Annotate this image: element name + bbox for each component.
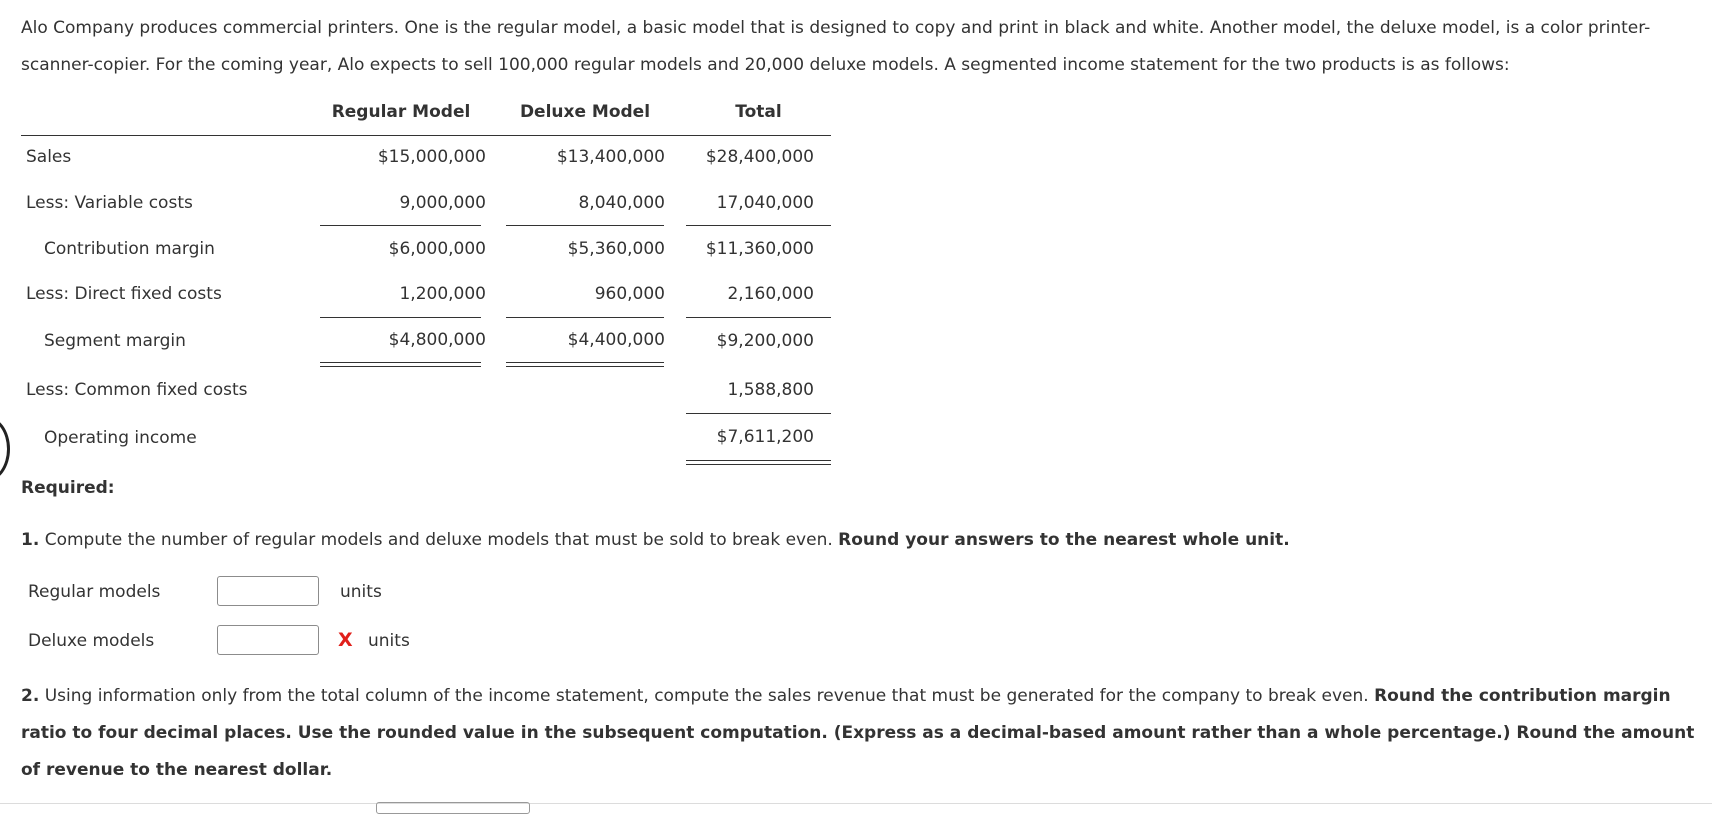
variable-costs-total: 17,040,000	[716, 193, 814, 213]
segment-margin-deluxe: $4,400,000	[567, 330, 665, 350]
contribution-margin-deluxe: $5,360,000	[567, 239, 665, 259]
variable-costs-deluxe: 8,040,000	[578, 193, 665, 213]
deluxe-models-label: Deluxe models	[28, 631, 155, 651]
double-rule	[320, 362, 481, 367]
direct-fixed-costs-regular: 1,200,000	[399, 284, 486, 304]
header-deluxe-model: Deluxe Model	[519, 102, 651, 122]
variable-costs-regular: 9,000,000	[399, 193, 486, 213]
sales-deluxe: $13,400,000	[556, 147, 665, 167]
direct-fixed-costs-deluxe: 960,000	[594, 284, 665, 304]
operating-income-total: $7,611,200	[716, 427, 814, 447]
subtotal-rule	[320, 225, 481, 226]
incorrect-x-icon: X	[338, 629, 353, 651]
row-label-segment-margin: Segment margin	[44, 331, 186, 351]
row-label-sales: Sales	[26, 147, 72, 167]
segment-margin-total: $9,200,000	[716, 331, 814, 351]
intro-paragraph: Alo Company produces commercial printers. One is the regular model, a basic model that is designed to copy and print in black and white. Another model, the deluxe model, is a color printer-scanner-copier. For the coming year, Alo expects to sell 100,000 regular models and 20,000 deluxe models. A segmented income statement for the two products is as follows:	[21, 18, 1651, 75]
row-label-operating-income: Operating income	[44, 428, 197, 448]
regular-models-label: Regular models	[28, 582, 161, 602]
double-rule	[686, 460, 831, 465]
question-2-number: 2.	[21, 686, 40, 706]
direct-fixed-costs-total: 2,160,000	[727, 284, 814, 304]
partial-circle-decoration	[0, 416, 10, 482]
row-label-common-fixed-costs: Less: Common fixed costs	[26, 380, 248, 400]
question-1-number: 1.	[21, 530, 40, 550]
header-rule	[21, 135, 831, 136]
question-1-text: Compute the number of regular models and deluxe models that must be sold to break even.	[39, 530, 839, 550]
header-total: Total	[735, 102, 782, 122]
deluxe-models-unit: units	[368, 631, 410, 651]
deluxe-models-row	[28, 625, 528, 659]
bottom-divider	[0, 803, 1712, 804]
sales-regular: $15,000,000	[377, 147, 486, 167]
subtotal-rule	[686, 413, 831, 414]
question-1	[21, 530, 1290, 550]
subtotal-rule	[686, 225, 831, 226]
contribution-margin-regular: $6,000,000	[388, 239, 486, 259]
question-1-instruction: Round your answers to the nearest whole unit.	[838, 530, 1290, 550]
question-2-text: Using information only from the total column of the income statement, compute the sales revenue that must be generated for the company to break even.	[39, 686, 1375, 706]
regular-models-unit: units	[340, 582, 382, 602]
row-label-variable-costs: Less: Variable costs	[26, 193, 193, 213]
question-2-instruction: Round the contribution margin ratio to four decimal places. Use the rounded value in the subsequent computation. (Express as a decimal-based amount rather than a whole percentage.) Round the amount of revenue to the nearest dollar.	[21, 686, 1695, 780]
contribution-margin-total: $11,360,000	[705, 239, 814, 259]
segment-margin-regular: $4,800,000	[388, 330, 486, 350]
sales-total: $28,400,000	[705, 147, 814, 167]
regular-models-row	[28, 576, 528, 610]
regular-models-input[interactable]	[217, 576, 319, 606]
deluxe-models-input[interactable]	[217, 625, 319, 655]
question-2	[21, 678, 1701, 789]
double-rule	[506, 362, 664, 367]
income-statement	[21, 95, 831, 475]
required-heading: Required:	[21, 478, 115, 498]
header-regular-model: Regular Model	[331, 102, 471, 122]
row-label-contribution-margin: Contribution margin	[44, 239, 215, 259]
row-label-direct-fixed-costs: Less: Direct fixed costs	[26, 284, 222, 304]
subtotal-rule	[506, 317, 664, 318]
subtotal-rule	[686, 317, 831, 318]
answer-input-partial[interactable]	[376, 802, 530, 814]
common-fixed-costs-total: 1,588,800	[727, 380, 814, 400]
subtotal-rule	[320, 317, 481, 318]
subtotal-rule	[506, 225, 664, 226]
